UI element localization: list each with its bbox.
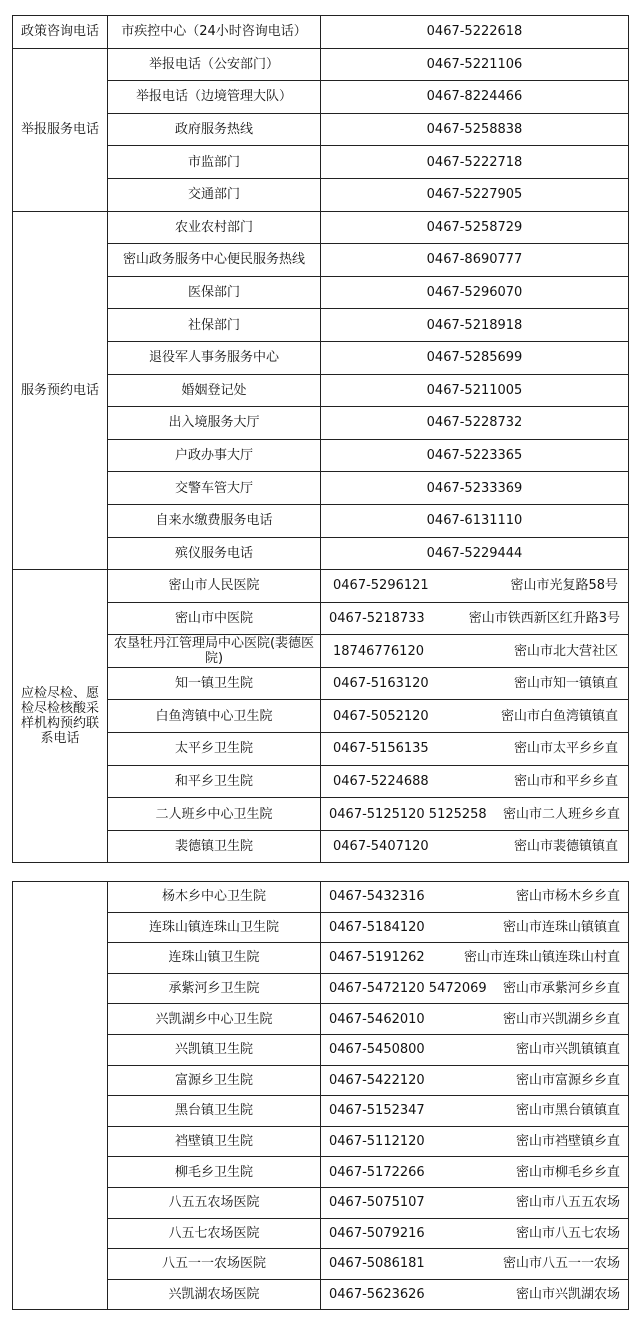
address: 密山市杨木乡乡直 bbox=[515, 889, 620, 905]
address: 密山市承紫河乡乡直 bbox=[502, 981, 620, 997]
phone-number: 0467-5222718 bbox=[321, 146, 629, 179]
clinic-name: 兴凯湖乡中心卫生院 bbox=[108, 1004, 321, 1035]
address: 密山市二人班乡乡直 bbox=[502, 806, 620, 822]
clinic-name: 连珠山镇卫生院 bbox=[108, 943, 321, 974]
contact-cell bbox=[321, 798, 629, 831]
phone-number: 0467-5472120 5472069 bbox=[329, 981, 487, 997]
service-name: 举报电话（公安部门） bbox=[108, 48, 321, 81]
phone-number: 0467-5172266 bbox=[329, 1164, 425, 1180]
hotline-table-upper bbox=[12, 15, 629, 863]
contact-cell bbox=[321, 635, 629, 668]
phone-number: 0467-5223365 bbox=[321, 439, 629, 472]
phone-number: 0467-5163120 bbox=[333, 676, 429, 692]
address: 密山市黑台镇镇直 bbox=[515, 1103, 620, 1119]
address: 密山市连珠山镇连珠山村直 bbox=[463, 950, 620, 966]
service-name: 密山政务服务中心便民服务热线 bbox=[108, 244, 321, 277]
phone-number: 0467-6131110 bbox=[321, 504, 629, 537]
service-name: 户政办事大厅 bbox=[108, 439, 321, 472]
phone-number: 0467-5112120 bbox=[329, 1134, 425, 1150]
service-name: 举报电话（边境管理大队） bbox=[108, 81, 321, 114]
address: 密山市和平乡乡直 bbox=[513, 773, 618, 789]
service-name: 婚姻登记处 bbox=[108, 374, 321, 407]
service-name: 退役军人事务服务中心 bbox=[108, 341, 321, 374]
phone-number: 0467-5075107 bbox=[329, 1195, 425, 1211]
service-name: 交通部门 bbox=[108, 178, 321, 211]
address: 密山市八五五农场 bbox=[515, 1195, 620, 1211]
phone-number: 0467-5258838 bbox=[321, 113, 629, 146]
phone-number: 0467-5211005 bbox=[321, 374, 629, 407]
phone-number: 0467-8690777 bbox=[321, 244, 629, 277]
service-name: 出入境服务大厅 bbox=[108, 407, 321, 440]
clinic-name: 农垦牡丹江管理局中心医院(裴德医院) bbox=[108, 635, 321, 668]
clinic-name: 密山市中医院 bbox=[108, 602, 321, 635]
address: 密山市光复路58号 bbox=[510, 578, 618, 594]
clinic-name: 和平乡卫生院 bbox=[108, 765, 321, 798]
contact-cell bbox=[321, 1004, 629, 1035]
phone-number: 0467-5221106 bbox=[321, 48, 629, 81]
contact-cell bbox=[321, 667, 629, 700]
contact-cell bbox=[321, 1157, 629, 1188]
contact-cell bbox=[321, 1279, 629, 1310]
address: 密山市知一镇镇直 bbox=[513, 676, 618, 692]
phone-number: 0467-5407120 bbox=[333, 839, 429, 855]
category-cell-empty bbox=[13, 882, 108, 1310]
phone-number: 0467-5156135 bbox=[333, 741, 429, 757]
clinic-name: 白鱼湾镇中心卫生院 bbox=[108, 700, 321, 733]
phone-number: 0467-5227905 bbox=[321, 178, 629, 211]
address: 密山市兴凯镇镇直 bbox=[515, 1042, 620, 1058]
clinic-name: 密山市人民医院 bbox=[108, 570, 321, 603]
category-cell: 举报服务电话 bbox=[13, 48, 108, 211]
clinic-name: 兴凯镇卫生院 bbox=[108, 1034, 321, 1065]
contact-cell bbox=[321, 943, 629, 974]
clinic-name: 八五五农场医院 bbox=[108, 1187, 321, 1218]
contact-cell bbox=[321, 1034, 629, 1065]
phone-number: 0467-5462010 bbox=[329, 1011, 425, 1027]
phone-number: 0467-5218918 bbox=[321, 309, 629, 342]
phone-number: 0467-5191262 bbox=[329, 950, 425, 966]
clinic-name: 柳毛乡卫生院 bbox=[108, 1157, 321, 1188]
contact-cell bbox=[321, 700, 629, 733]
category-cell: 应检尽检、愿检尽检核酸采样机构预约联系电话 bbox=[13, 570, 108, 863]
contact-cell bbox=[321, 765, 629, 798]
address: 密山市白鱼湾镇镇直 bbox=[500, 708, 618, 724]
phone-number: 0467-5258729 bbox=[321, 211, 629, 244]
address: 密山市北大营社区 bbox=[513, 643, 618, 659]
table-row bbox=[13, 211, 629, 244]
clinic-name: 兴凯湖农场医院 bbox=[108, 1279, 321, 1310]
contact-cell bbox=[321, 1249, 629, 1280]
phone-number: 0467-5218733 bbox=[329, 610, 425, 626]
contact-cell bbox=[321, 733, 629, 766]
contact-cell bbox=[321, 973, 629, 1004]
table-row bbox=[13, 570, 629, 603]
contact-cell bbox=[321, 882, 629, 913]
address: 密山市裆壁镇乡直 bbox=[515, 1134, 620, 1150]
service-name: 殡仪服务电话 bbox=[108, 537, 321, 570]
contact-cell bbox=[321, 1096, 629, 1127]
phone-number: 0467-5052120 bbox=[333, 708, 429, 724]
contact-cell bbox=[321, 1187, 629, 1218]
service-name: 自来水缴费服务电话 bbox=[108, 504, 321, 537]
clinic-name: 连珠山镇连珠山卫生院 bbox=[108, 912, 321, 943]
service-name: 市疾控中心（24小时咨询电话） bbox=[108, 16, 321, 49]
phone-number: 0467-5228732 bbox=[321, 407, 629, 440]
phone-number: 0467-5285699 bbox=[321, 341, 629, 374]
phone-number: 0467-8224466 bbox=[321, 81, 629, 114]
contact-cell bbox=[321, 1218, 629, 1249]
contact-cell bbox=[321, 912, 629, 943]
phone-number: 0467-5125120 5125258 bbox=[329, 806, 487, 822]
address: 密山市富源乡乡直 bbox=[515, 1072, 620, 1088]
clinic-name: 裆壁镇卫生院 bbox=[108, 1126, 321, 1157]
clinic-name: 杨木乡中心卫生院 bbox=[108, 882, 321, 913]
table-row bbox=[13, 16, 629, 49]
contact-cell bbox=[321, 830, 629, 863]
contact-cell bbox=[321, 1126, 629, 1157]
phone-number: 18746776120 bbox=[333, 643, 424, 659]
clinic-name: 太平乡卫生院 bbox=[108, 733, 321, 766]
phone-number: 0467-5229444 bbox=[321, 537, 629, 570]
hotline-table-lower bbox=[12, 881, 629, 1310]
service-name: 政府服务热线 bbox=[108, 113, 321, 146]
clinic-name: 二人班乡中心卫生院 bbox=[108, 798, 321, 831]
address: 密山市八五七农场 bbox=[515, 1225, 620, 1241]
clinic-name: 黑台镇卫生院 bbox=[108, 1096, 321, 1127]
clinic-name: 知一镇卫生院 bbox=[108, 667, 321, 700]
address: 密山市兴凯湖农场 bbox=[515, 1287, 620, 1303]
address: 密山市八五一一农场 bbox=[502, 1256, 620, 1272]
phone-number: 0467-5296070 bbox=[321, 276, 629, 309]
phone-number: 0467-5222618 bbox=[321, 16, 629, 49]
address: 密山市裴德镇镇直 bbox=[513, 839, 618, 855]
address: 密山市兴凯湖乡乡直 bbox=[502, 1011, 620, 1027]
clinic-name: 裴德镇卫生院 bbox=[108, 830, 321, 863]
table-row bbox=[13, 48, 629, 81]
contact-cell bbox=[321, 602, 629, 635]
phone-number: 0467-5623626 bbox=[329, 1287, 425, 1303]
phone-number: 0467-5296121 bbox=[333, 578, 429, 594]
category-cell: 政策咨询电话 bbox=[13, 16, 108, 49]
phone-number: 0467-5422120 bbox=[329, 1072, 425, 1088]
address: 密山市柳毛乡乡直 bbox=[515, 1164, 620, 1180]
category-cell: 服务预约电话 bbox=[13, 211, 108, 570]
phone-number: 0467-5450800 bbox=[329, 1042, 425, 1058]
service-name: 社保部门 bbox=[108, 309, 321, 342]
contact-cell bbox=[321, 570, 629, 603]
phone-number: 0467-5224688 bbox=[333, 773, 429, 789]
phone-number: 0467-5184120 bbox=[329, 919, 425, 935]
phone-number: 0467-5079216 bbox=[329, 1225, 425, 1241]
service-name: 市监部门 bbox=[108, 146, 321, 179]
service-name: 医保部门 bbox=[108, 276, 321, 309]
clinic-name: 八五一一农场医院 bbox=[108, 1249, 321, 1280]
phone-number: 0467-5233369 bbox=[321, 472, 629, 505]
phone-number: 0467-5152347 bbox=[329, 1103, 425, 1119]
table-row bbox=[13, 882, 629, 913]
service-name: 交警车管大厅 bbox=[108, 472, 321, 505]
contact-cell bbox=[321, 1065, 629, 1096]
address: 密山市连珠山镇镇直 bbox=[502, 919, 620, 935]
phone-number: 0467-5432316 bbox=[329, 889, 425, 905]
clinic-name: 承紫河乡卫生院 bbox=[108, 973, 321, 1004]
address: 密山市铁西新区红升路3号 bbox=[468, 610, 620, 626]
clinic-name: 富源乡卫生院 bbox=[108, 1065, 321, 1096]
clinic-name: 八五七农场医院 bbox=[108, 1218, 321, 1249]
service-name: 农业农村部门 bbox=[108, 211, 321, 244]
address: 密山市太平乡乡直 bbox=[513, 741, 618, 757]
phone-number: 0467-5086181 bbox=[329, 1256, 425, 1272]
